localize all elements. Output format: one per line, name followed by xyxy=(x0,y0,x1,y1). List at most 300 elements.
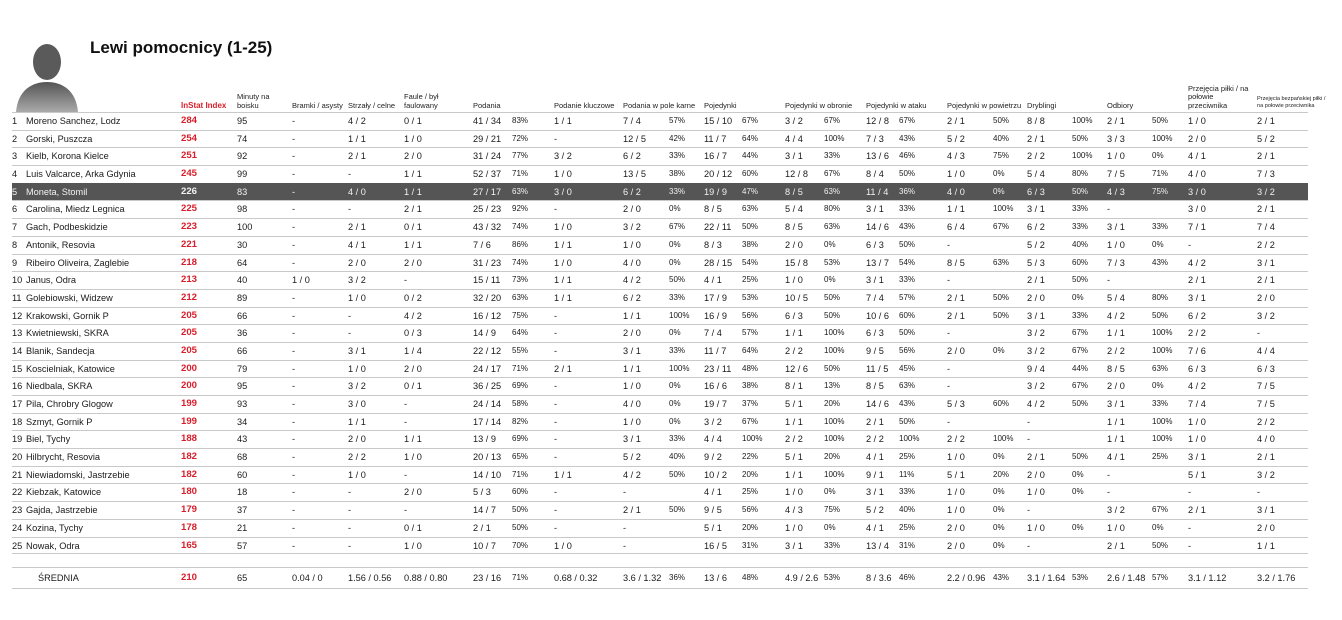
cell-def-duels-pct: 33% xyxy=(824,151,841,161)
cell-box-passes-pct: 57% xyxy=(669,116,686,125)
cell-passes: 2 / 1 xyxy=(473,522,491,533)
cell-duels-pct: 47% xyxy=(742,186,759,196)
cell-passes-pct: 71% xyxy=(512,169,529,179)
cell-def-duels: 8 / 5 xyxy=(785,222,803,233)
cell-box-passes-pct: 100% xyxy=(669,363,690,373)
cell-air-duels-pct: 63% xyxy=(993,257,1010,267)
cell-def-duels: 1 / 1 xyxy=(785,469,803,480)
cell-air-duels: 5 / 2 xyxy=(947,133,965,144)
header-passes: Podania xyxy=(473,100,501,110)
cell-fouls: 1 / 1 xyxy=(404,186,422,197)
cell-recoveries: 3 / 1 xyxy=(1188,452,1206,463)
cell-air-duels-pct: 0% xyxy=(993,186,1005,196)
cell-passes-pct: 72% xyxy=(512,133,529,143)
cell-player-name: Kielb, Korona Kielce xyxy=(26,151,109,162)
cell-box-passes: 6 / 2 xyxy=(623,186,641,197)
cell-air-duels: - xyxy=(947,328,951,339)
cell-loose-balls: 3 / 2 xyxy=(1257,186,1275,197)
cell-key-passes: 1 / 0 xyxy=(554,222,572,233)
cell-loose-balls: - xyxy=(1257,328,1261,339)
cell-key-passes: - xyxy=(554,310,558,321)
header-recoveries: Przejęcia piłki / na połowie przeciwnika xyxy=(1188,83,1249,110)
cell-dribbles: 2 / 0 xyxy=(1027,469,1045,480)
table-row xyxy=(12,147,1308,165)
avg-passes: 23 / 16 xyxy=(473,573,502,583)
cell-box-passes-pct: 0% xyxy=(669,239,681,249)
cell-goals-assists: - xyxy=(292,239,296,250)
cell-def-duels-pct: 67% xyxy=(824,116,841,125)
cell-duels: 5 / 1 xyxy=(704,522,722,533)
table-row xyxy=(12,395,1308,413)
cell-tackles: - xyxy=(1107,469,1111,480)
cell-key-passes: 2 / 1 xyxy=(554,363,572,374)
cell-air-duels-pct: 100% xyxy=(993,434,1014,444)
cell-passes-pct: 75% xyxy=(512,310,529,320)
cell-att-duels-pct: 46% xyxy=(899,151,916,161)
cell-goals-assists: - xyxy=(292,204,296,215)
cell-def-duels: 5 / 4 xyxy=(785,204,803,215)
cell-def-duels-pct: 100% xyxy=(824,469,845,479)
cell-duels: 20 / 12 xyxy=(704,169,733,180)
cell-att-duels-pct: 50% xyxy=(899,328,916,338)
cell-duels: 7 / 4 xyxy=(704,328,722,339)
cell-minutes: 34 xyxy=(237,416,248,427)
cell-def-duels-pct: 80% xyxy=(824,204,841,214)
cell-duels: 4 / 4 xyxy=(704,434,722,445)
cell-air-duels: 2 / 1 xyxy=(947,292,965,303)
cell-minutes: 43 xyxy=(237,434,248,445)
table-row xyxy=(12,466,1308,484)
cell-rank: 8 xyxy=(12,239,18,250)
cell-minutes: 93 xyxy=(237,399,248,409)
cell-recoveries: 3 / 0 xyxy=(1188,204,1206,215)
cell-air-duels-pct: 60% xyxy=(993,399,1010,408)
cell-instat-index: 221 xyxy=(181,238,198,250)
cell-fouls: 2 / 1 xyxy=(404,204,422,215)
cell-passes-pct: 63% xyxy=(512,186,529,196)
cell-fouls: 1 / 1 xyxy=(404,239,422,250)
cell-def-duels-pct: 63% xyxy=(824,222,841,232)
cell-minutes: 92 xyxy=(237,151,248,162)
cell-att-duels-pct: 43% xyxy=(899,399,916,408)
cell-air-duels: 1 / 1 xyxy=(947,204,965,215)
cell-fouls: 0 / 1 xyxy=(404,222,422,233)
cell-fouls: - xyxy=(404,399,408,409)
cell-shots: 4 / 0 xyxy=(348,186,366,197)
cell-fouls: 0 / 1 xyxy=(404,381,422,392)
table-row xyxy=(12,130,1308,148)
cell-att-duels: 7 / 4 xyxy=(866,292,884,303)
cell-duels-pct: 60% xyxy=(742,169,759,179)
cell-box-passes-pct: 33% xyxy=(669,434,686,444)
cell-rank: 6 xyxy=(12,204,18,215)
cell-box-passes-pct: 42% xyxy=(669,133,686,143)
avg-fouls: 0.88 / 0.80 xyxy=(404,573,448,583)
cell-player-name: Gorski, Puszcza xyxy=(26,133,93,144)
cell-player-name: Kwietniewski, SKRA xyxy=(26,328,109,339)
cell-att-duels-pct: 100% xyxy=(899,434,920,444)
cell-tackles-pct: 0% xyxy=(1152,381,1164,391)
cell-air-duels-pct: 0% xyxy=(993,169,1005,179)
cell-passes: 25 / 23 xyxy=(473,204,502,215)
cell-duels-pct: 20% xyxy=(742,522,759,532)
header-def-duels: Pojedynki w obronie xyxy=(785,100,853,110)
cell-box-passes: - xyxy=(623,540,627,551)
table-row xyxy=(12,289,1308,307)
cell-shots: - xyxy=(348,169,352,180)
cell-duels: 9 / 2 xyxy=(704,452,722,463)
cell-recoveries: 4 / 2 xyxy=(1188,381,1206,392)
cell-goals-assists: - xyxy=(292,133,296,144)
cell-minutes: 83 xyxy=(237,186,248,197)
cell-loose-balls: 7 / 4 xyxy=(1257,222,1275,233)
cell-goals-assists: - xyxy=(292,487,296,498)
cell-minutes: 95 xyxy=(237,381,248,392)
cell-goals-assists: 1 / 0 xyxy=(292,275,310,286)
cell-att-duels: 6 / 3 xyxy=(866,239,884,250)
cell-tackles: 1 / 1 xyxy=(1107,328,1125,339)
avg-dribbles: 3.1 / 1.64 xyxy=(1027,573,1066,583)
cell-def-duels: 8 / 1 xyxy=(785,381,803,392)
cell-goals-assists: - xyxy=(292,169,296,180)
table-divider xyxy=(12,553,1308,554)
cell-key-passes: - xyxy=(554,204,558,215)
cell-box-passes: 4 / 2 xyxy=(623,469,641,480)
cell-shots: 4 / 2 xyxy=(348,116,366,126)
header-duels: Pojedynki xyxy=(704,100,737,110)
header-instat-index: InStat Index xyxy=(181,100,227,110)
cell-box-passes-pct: 0% xyxy=(669,257,681,267)
cell-player-name: Moneta, Stomil xyxy=(26,186,88,197)
cell-passes-pct: 83% xyxy=(512,116,529,125)
cell-fouls: 0 / 2 xyxy=(404,292,422,303)
cell-att-duels: 3 / 1 xyxy=(866,275,884,286)
cell-recoveries: 1 / 0 xyxy=(1188,416,1206,427)
cell-box-passes: 6 / 2 xyxy=(623,151,641,162)
cell-rank: 25 xyxy=(12,540,23,551)
cell-goals-assists: - xyxy=(292,505,296,516)
cell-player-name: Kozina, Tychy xyxy=(26,522,84,533)
cell-air-duels: 5 / 3 xyxy=(947,399,965,409)
cell-minutes: 36 xyxy=(237,328,248,339)
cell-loose-balls: 3 / 2 xyxy=(1257,469,1275,480)
cell-duels-pct: 63% xyxy=(742,204,759,214)
table-row xyxy=(12,430,1308,448)
cell-dribbles: 2 / 1 xyxy=(1027,452,1045,463)
cell-def-duels: 6 / 3 xyxy=(785,310,803,321)
cell-dribbles: - xyxy=(1027,505,1031,516)
cell-dribbles: 5 / 4 xyxy=(1027,169,1045,180)
cell-fouls: 4 / 2 xyxy=(404,310,422,321)
cell-box-passes-pct: 50% xyxy=(669,275,686,285)
cell-passes-pct: 92% xyxy=(512,204,529,214)
cell-def-duels-pct: 100% xyxy=(824,133,845,143)
cell-att-duels: 14 / 6 xyxy=(866,399,889,409)
cell-passes-pct: 64% xyxy=(512,328,529,338)
cell-duels-pct: 67% xyxy=(742,416,759,426)
cell-passes: 10 / 7 xyxy=(473,540,496,551)
cell-air-duels-pct: 20% xyxy=(993,469,1010,479)
cell-def-duels: 1 / 1 xyxy=(785,328,803,339)
cell-duels: 9 / 5 xyxy=(704,505,722,516)
cell-minutes: 37 xyxy=(237,505,248,516)
table-row xyxy=(12,254,1308,272)
cell-fouls: 2 / 0 xyxy=(404,151,422,162)
cell-att-duels: 13 / 4 xyxy=(866,540,889,551)
cell-instat-index: 180 xyxy=(181,486,198,498)
cell-passes-pct: 74% xyxy=(512,257,529,267)
cell-def-duels-pct: 100% xyxy=(824,434,845,444)
avg-air-duels-pct: 43% xyxy=(993,573,1010,582)
cell-def-duels: 12 / 8 xyxy=(785,169,808,180)
cell-loose-balls: 2 / 0 xyxy=(1257,522,1275,533)
cell-box-passes-pct: 0% xyxy=(669,416,681,426)
cell-def-duels-pct: 67% xyxy=(824,169,841,179)
cell-loose-balls: 2 / 1 xyxy=(1257,116,1275,126)
cell-tackles: 1 / 0 xyxy=(1107,522,1125,533)
cell-box-passes-pct: 33% xyxy=(669,186,686,196)
cell-loose-balls: 3 / 1 xyxy=(1257,257,1275,268)
cell-passes-pct: 71% xyxy=(512,469,529,479)
table-row xyxy=(12,519,1308,537)
cell-fouls: 2 / 0 xyxy=(404,363,422,374)
cell-minutes: 99 xyxy=(237,169,248,180)
cell-goals-assists: - xyxy=(292,222,296,233)
cell-minutes: 74 xyxy=(237,133,248,144)
cell-goals-assists: - xyxy=(292,257,296,268)
cell-loose-balls: - xyxy=(1257,487,1261,498)
cell-player-name: Golebiowski, Widzew xyxy=(26,292,113,303)
cell-minutes: 60 xyxy=(237,469,248,480)
avg-tackles: 2.6 / 1.48 xyxy=(1107,573,1146,583)
cell-passes: 31 / 23 xyxy=(473,257,502,268)
cell-instat-index: 218 xyxy=(181,256,198,268)
cell-duels: 4 / 1 xyxy=(704,487,722,498)
avg-minutes: 65 xyxy=(237,573,248,583)
cell-duels-pct: 50% xyxy=(742,222,759,232)
cell-goals-assists: - xyxy=(292,310,296,321)
cell-rank: 17 xyxy=(12,399,23,409)
cell-passes-pct: 69% xyxy=(512,381,529,391)
cell-att-duels-pct: 33% xyxy=(899,204,916,214)
cell-player-name: Blanik, Sandecja xyxy=(26,345,95,356)
cell-def-duels: 12 / 6 xyxy=(785,363,808,374)
cell-duels-pct: 64% xyxy=(742,345,759,355)
cell-duels-pct: 25% xyxy=(742,275,759,285)
cell-duels-pct: 100% xyxy=(742,434,763,444)
cell-fouls: 1 / 1 xyxy=(404,169,422,180)
header-att-duels: Pojedynki w ataku xyxy=(866,100,927,110)
cell-rank: 5 xyxy=(12,186,18,197)
cell-rank: 14 xyxy=(12,345,23,356)
cell-passes-pct: 71% xyxy=(512,363,529,373)
avg-shots: 1.56 / 0.56 xyxy=(348,573,392,583)
cell-instat-index: 251 xyxy=(181,150,198,162)
cell-loose-balls: 6 / 3 xyxy=(1257,363,1275,374)
cell-passes: 16 / 12 xyxy=(473,310,502,321)
cell-dribbles: - xyxy=(1027,540,1031,551)
cell-shots: 1 / 1 xyxy=(348,133,366,144)
cell-loose-balls: 1 / 1 xyxy=(1257,540,1275,551)
cell-duels: 16 / 9 xyxy=(704,310,727,321)
cell-shots: 3 / 1 xyxy=(348,345,366,356)
cell-air-duels: - xyxy=(947,381,951,392)
cell-tackles: 3 / 2 xyxy=(1107,505,1125,516)
cell-air-duels: 5 / 1 xyxy=(947,469,965,480)
cell-dribbles-pct: 100% xyxy=(1072,151,1093,161)
cell-att-duels-pct: 33% xyxy=(899,487,916,497)
cell-dribbles-pct: 0% xyxy=(1072,292,1084,302)
cell-dribbles-pct: 100% xyxy=(1072,116,1093,125)
cell-air-duels: - xyxy=(947,275,951,286)
avg-box-passes-pct: 36% xyxy=(669,573,686,582)
cell-dribbles-pct: 80% xyxy=(1072,169,1089,179)
table-row xyxy=(12,342,1308,360)
cell-def-duels: 3 / 1 xyxy=(785,151,803,162)
cell-instat-index: 212 xyxy=(181,291,198,303)
cell-key-passes: 1 / 1 xyxy=(554,469,572,480)
cell-tackles: 5 / 4 xyxy=(1107,292,1125,303)
cell-tackles: 3 / 3 xyxy=(1107,133,1125,144)
avg-instat-index: 210 xyxy=(181,572,198,583)
cell-recoveries: 2 / 1 xyxy=(1188,275,1206,286)
cell-shots: 2 / 2 xyxy=(348,452,366,463)
cell-key-passes: 1 / 0 xyxy=(554,169,572,180)
cell-att-duels-pct: 33% xyxy=(899,275,916,285)
cell-goals-assists: - xyxy=(292,151,296,162)
cell-box-passes: 3 / 2 xyxy=(623,222,641,233)
cell-passes: 24 / 14 xyxy=(473,399,502,409)
cell-air-duels: - xyxy=(947,416,951,427)
cell-goals-assists: - xyxy=(292,345,296,356)
cell-passes-pct: 77% xyxy=(512,151,529,161)
cell-duels: 8 / 5 xyxy=(704,204,722,215)
cell-player-name: Niewiadomski, Jastrzebie xyxy=(26,469,130,480)
cell-recoveries: 4 / 2 xyxy=(1188,257,1206,268)
cell-recoveries: 4 / 0 xyxy=(1188,169,1206,180)
cell-shots: - xyxy=(348,540,352,551)
avg-recoveries: 3.1 / 1.12 xyxy=(1188,573,1227,583)
cell-att-duels-pct: 56% xyxy=(899,345,916,355)
cell-box-passes: - xyxy=(623,522,627,533)
cell-rank: 2 xyxy=(12,133,18,144)
cell-shots: - xyxy=(348,204,352,215)
cell-recoveries: 1 / 0 xyxy=(1188,434,1206,445)
cell-passes-pct: 82% xyxy=(512,416,529,426)
cell-dribbles: 4 / 2 xyxy=(1027,399,1045,409)
cell-goals-assists: - xyxy=(292,381,296,392)
cell-minutes: 89 xyxy=(237,292,248,303)
cell-recoveries: 3 / 0 xyxy=(1188,186,1206,197)
cell-duels: 28 / 15 xyxy=(704,257,733,268)
cell-box-passes: 1 / 1 xyxy=(623,363,641,374)
cell-air-duels-pct: 67% xyxy=(993,222,1010,232)
cell-dribbles: 1 / 0 xyxy=(1027,487,1045,498)
cell-recoveries: - xyxy=(1188,487,1192,498)
cell-box-passes-pct: 33% xyxy=(669,345,686,355)
cell-passes: 29 / 21 xyxy=(473,133,502,144)
cell-duels: 10 / 2 xyxy=(704,469,727,480)
cell-key-passes: 1 / 1 xyxy=(554,239,572,250)
cell-att-duels-pct: 67% xyxy=(899,116,916,125)
cell-air-duels: 2 / 0 xyxy=(947,345,965,356)
cell-passes: 14 / 7 xyxy=(473,505,496,516)
cell-box-passes: 1 / 0 xyxy=(623,381,641,392)
cell-key-passes: - xyxy=(554,399,558,409)
cell-def-duels-pct: 13% xyxy=(824,381,841,391)
cell-box-passes-pct: 100% xyxy=(669,310,690,320)
cell-player-name: Antonik, Resovia xyxy=(26,239,95,250)
cell-loose-balls: 7 / 3 xyxy=(1257,169,1275,180)
cell-rank: 24 xyxy=(12,522,23,533)
cell-att-duels-pct: 50% xyxy=(899,416,916,426)
cell-duels: 17 / 9 xyxy=(704,292,727,303)
cell-rank: 12 xyxy=(12,310,23,321)
cell-tackles: 3 / 1 xyxy=(1107,222,1125,233)
cell-air-duels: 1 / 0 xyxy=(947,505,965,516)
cell-tackles-pct: 100% xyxy=(1152,133,1173,143)
cell-goals-assists: - xyxy=(292,540,296,551)
cell-att-duels: 12 / 8 xyxy=(866,116,889,126)
cell-att-duels-pct: 25% xyxy=(899,452,916,462)
cell-def-duels-pct: 100% xyxy=(824,328,845,338)
table-row xyxy=(12,271,1308,289)
cell-player-name: Hilbrycht, Resovia xyxy=(26,452,101,463)
cell-duels-pct: 37% xyxy=(742,399,759,408)
cell-duels: 22 / 11 xyxy=(704,222,732,233)
cell-duels: 19 / 7 xyxy=(704,399,727,409)
cell-recoveries: 5 / 1 xyxy=(1188,469,1206,480)
cell-duels-pct: 48% xyxy=(742,363,759,373)
cell-minutes: 64 xyxy=(237,257,248,268)
cell-box-passes-pct: 33% xyxy=(669,292,686,302)
table-row xyxy=(12,307,1308,325)
cell-duels-pct: 22% xyxy=(742,452,759,462)
cell-key-passes: 1 / 0 xyxy=(554,257,572,268)
cell-def-duels: 2 / 2 xyxy=(785,345,803,356)
cell-tackles: 3 / 1 xyxy=(1107,399,1125,409)
cell-def-duels: 5 / 1 xyxy=(785,399,803,409)
cell-instat-index: 179 xyxy=(181,504,198,516)
cell-tackles: 2 / 1 xyxy=(1107,116,1125,126)
cell-player-name: Szmyt, Gornik P xyxy=(26,416,93,427)
cell-tackles-pct: 33% xyxy=(1152,399,1169,408)
cell-instat-index: 284 xyxy=(181,115,198,126)
cell-box-passes: 3 / 1 xyxy=(623,434,641,445)
cell-instat-index: 225 xyxy=(181,203,198,215)
cell-att-duels-pct: 36% xyxy=(899,186,916,196)
cell-air-duels: - xyxy=(947,363,951,374)
table-row xyxy=(12,501,1308,519)
cell-dribbles: 9 / 4 xyxy=(1027,363,1045,374)
avg-att-duels: 8 / 3.6 xyxy=(866,573,892,583)
cell-tackles-pct: 0% xyxy=(1152,151,1164,161)
cell-loose-balls: 2 / 0 xyxy=(1257,292,1275,303)
cell-tackles: 1 / 1 xyxy=(1107,416,1125,427)
cell-dribbles: 2 / 1 xyxy=(1027,275,1045,286)
cell-player-name: Luis Valcarce, Arka Gdynia xyxy=(26,169,136,180)
cell-shots: 1 / 0 xyxy=(348,469,366,480)
avg-average-label: ŚREDNIA xyxy=(38,573,79,583)
cell-minutes: 57 xyxy=(237,540,248,551)
cell-dribbles-pct: 0% xyxy=(1072,487,1084,497)
cell-box-passes: 4 / 0 xyxy=(623,257,641,268)
cell-rank: 21 xyxy=(12,469,23,480)
cell-def-duels-pct: 0% xyxy=(824,522,836,532)
cell-dribbles-pct: 60% xyxy=(1072,257,1089,267)
cell-air-duels: 6 / 4 xyxy=(947,222,965,233)
cell-air-duels: - xyxy=(947,239,951,250)
